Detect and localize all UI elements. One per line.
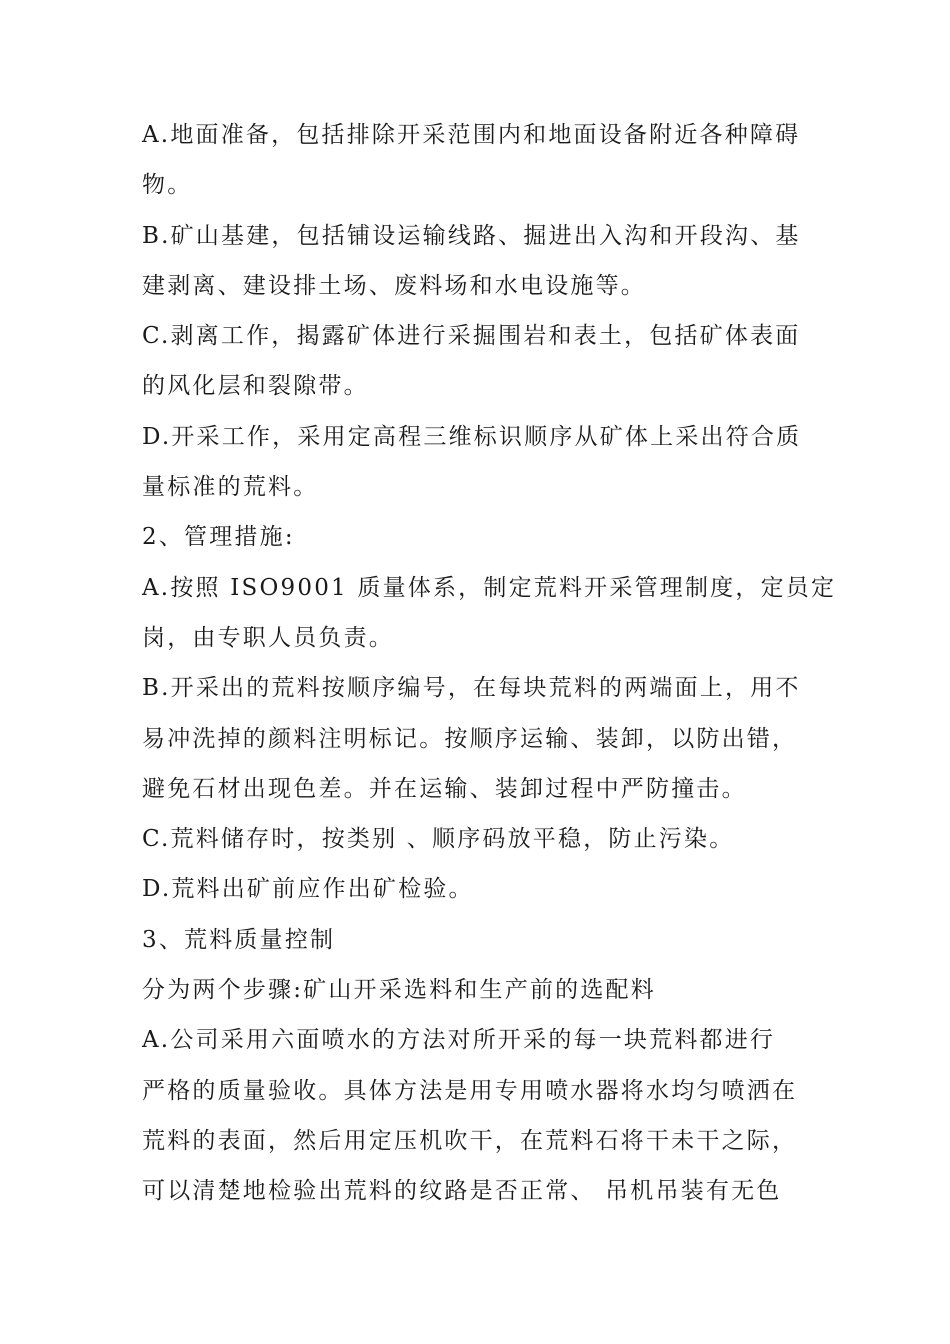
text-line-22: 可以清楚地检验出荒料的纹路是否正常、 吊机吊装有无色 xyxy=(142,1178,782,1205)
text-line-11: 岗，由专职人员负责。 xyxy=(142,624,394,651)
text-line-18: 分为两个步骤:矿山开采选料和生产前的选配料 xyxy=(142,977,656,1004)
text-line-20: 严格的质量验收。具体方法是用专用喷水器将水均匀喷洒在 xyxy=(142,1077,798,1104)
text-line-10: A.按照 ISO9001 质量体系，制定荒料开采管理制度，定员定 xyxy=(142,574,837,601)
text-line-19: A.公司采用六面喷水的方法对所开采的每一块荒料都进行 xyxy=(142,1027,776,1054)
text-line-3: B.矿山基建，包括铺设运输线路、掘进出入沟和开段沟、基 xyxy=(142,222,801,249)
text-line-21: 荒料的表面，然后用定压机吹干，在荒料石将干未干之际， xyxy=(142,1127,798,1154)
text-line-13: 易冲洗掉的颜料注明标记。按顺序运输、装卸，以防出错， xyxy=(142,725,798,752)
text-line-16: D.荒料出矿前应作出矿检验。 xyxy=(142,876,474,903)
text-line-6: 的风化层和裂隙带。 xyxy=(142,373,369,400)
text-line-2: 物。 xyxy=(142,172,193,199)
text-line-8: 量标准的荒料。 xyxy=(142,474,319,501)
text-line-7: D.开采工作，采用定高程三维标识顺序从矿体上采出符合质 xyxy=(142,423,802,450)
text-line-4: 建剥离、建设排土场、废料场和水电设施等。 xyxy=(142,272,646,299)
text-line-15: C.荒料储存时，按类别 、顺序码放平稳，防止污染。 xyxy=(142,826,735,853)
text-line-14: 避免石材出现色差。并在运输、装卸过程中严防撞击。 xyxy=(142,775,747,802)
document-body xyxy=(142,110,837,1217)
section-heading-3: 3、荒料质量控制 xyxy=(142,926,336,953)
text-line-12: B.开采出的荒料按顺序编号，在每块荒料的两端面上，用不 xyxy=(142,675,801,702)
text-line-1: A.地面准备，包括排除开采范围内和地面设备附近各种障碍 xyxy=(142,122,801,148)
text-line-5: C.剥离工作，揭露矿体进行采掘围岩和表土，包括矿体表面 xyxy=(142,323,801,350)
section-heading-2: 2、管理措施: xyxy=(142,524,295,551)
